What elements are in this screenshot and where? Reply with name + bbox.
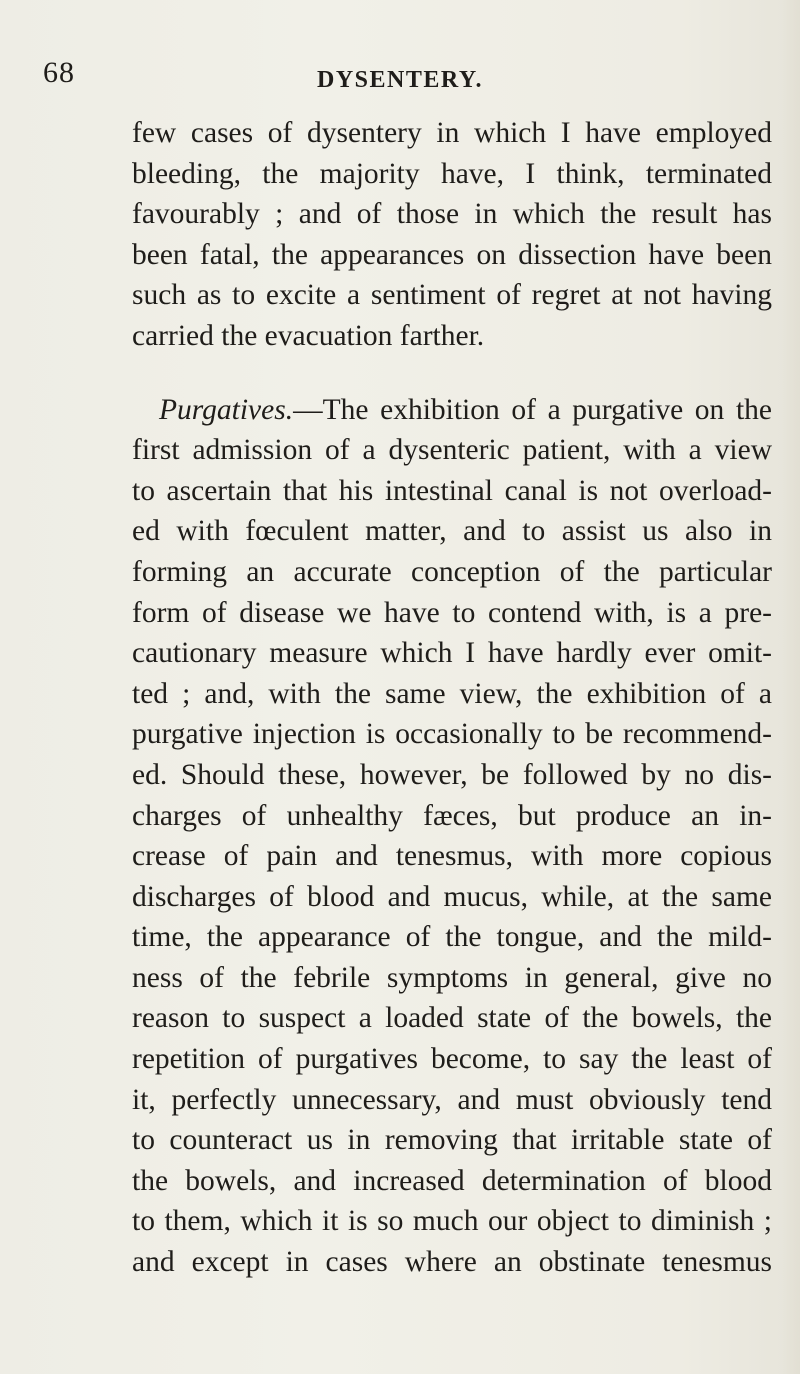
text-line: to ascertain that his intestinal canal is not overload- — [132, 474, 772, 507]
text-line: and except in cases where an obstinate tenesmus — [132, 1246, 772, 1279]
text-line: purgative injection is occasionally to be recommend- — [132, 718, 772, 751]
text-line: cautionary measure which I have hardly ever omit- — [132, 637, 772, 670]
page-edge-shadow — [782, 0, 800, 1374]
text-line: favourably ; and of those in which the result has — [132, 198, 772, 231]
text-line: to them, which it is so much our object to diminish ; — [132, 1205, 772, 1238]
section-heading-purgatives: Purgatives. — [159, 393, 294, 426]
text-line-first — [132, 390, 772, 431]
text-line: ted ; and, with the same view, the exhibition of a — [132, 677, 772, 710]
text-line: forming an accurate conception of the particular — [132, 555, 772, 588]
text-line: carried the evacuation farther. — [132, 319, 485, 352]
text-line: to counteract us in removing that irritable state of — [132, 1124, 772, 1157]
text-line: ed with fœculent matter, and to assist us also in — [132, 515, 772, 548]
text-line: it, perfectly unnecessary, and must obviously tend — [132, 1083, 772, 1116]
text-line: discharges of blood and mucus, while, at the same — [132, 880, 772, 913]
text-line: few cases of dysentery in which I have employed — [132, 117, 772, 149]
text-line: reason to suspect a loaded state of the bowels, the — [132, 1002, 772, 1035]
text-line: such as to excite a sentiment of regret at not having — [132, 279, 772, 312]
text-line: repetition of purgatives become, to say the least of — [132, 1043, 772, 1076]
text-line: first admission of a dysenteric patient, with a view — [132, 434, 772, 467]
body-text — [132, 113, 772, 1283]
page-number: 68 — [43, 56, 75, 89]
paragraph-purgatives — [132, 390, 772, 1283]
text-line: been fatal, the appearances on dissection have been — [132, 238, 772, 271]
text-line: charges of unhealthy fæces, but produce an in- — [132, 799, 772, 832]
text-line: ness of the febrile symptoms in general, give no — [132, 961, 772, 994]
text-line: time, the appearance of the tongue, and the mild- — [132, 921, 772, 954]
text-line: bleeding, the majority have, I think, terminated — [132, 157, 772, 190]
running-head: DYSENTERY. — [317, 67, 483, 93]
text-line: form of disease we have to contend with, is a pre- — [132, 596, 772, 629]
paragraph-continuation — [132, 113, 772, 357]
text-line-rest: —The exhibition of a purgative on the — [293, 393, 772, 426]
text-line: the bowels, and increased determination of blood — [132, 1164, 772, 1197]
text-line: crease of pain and tenesmus, with more copious — [132, 840, 772, 873]
text-line: ed. Should these, however, be followed by no dis- — [132, 758, 772, 791]
paragraph-gap — [132, 357, 772, 390]
